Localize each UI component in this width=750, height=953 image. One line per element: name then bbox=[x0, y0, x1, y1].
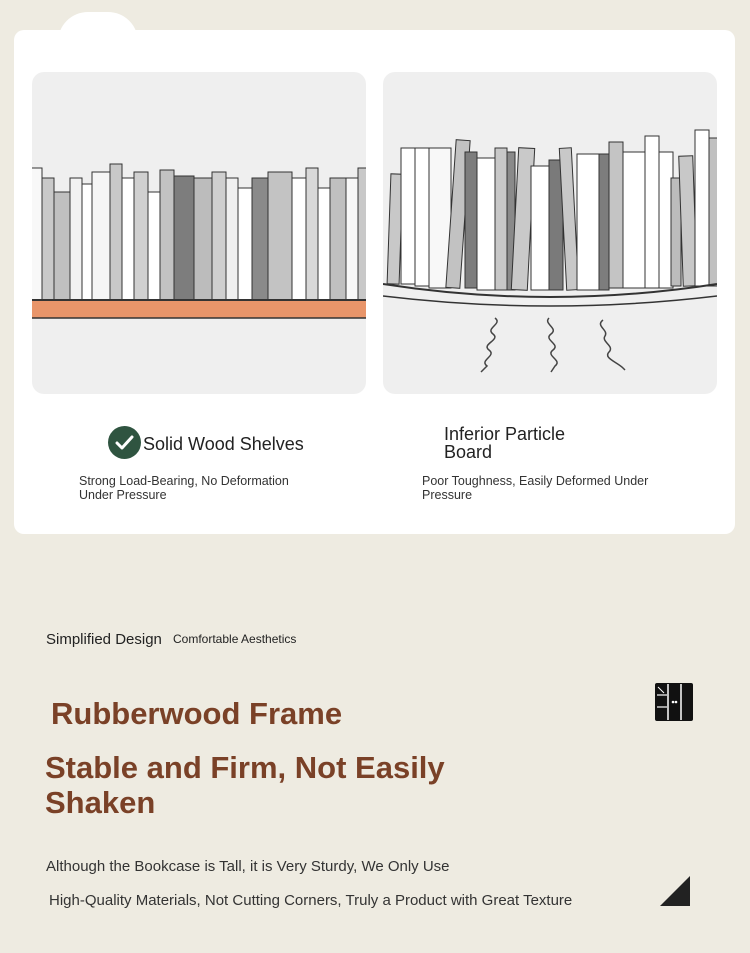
feature-body-line-2: High-Quality Materials, Not Cutting Corners, Truly a Product with Great Texture bbox=[49, 892, 573, 909]
card-tab bbox=[58, 12, 138, 42]
feature-subheadline: Stable and Firm, Not Easily Shaken bbox=[45, 750, 445, 820]
solid-wood-title: Solid Wood Shelves bbox=[143, 434, 304, 454]
sagging-shelf-graphic bbox=[383, 72, 717, 394]
solid-wood-illustration bbox=[32, 72, 366, 394]
design-title: Simplified Design bbox=[46, 631, 162, 648]
check-icon bbox=[108, 426, 141, 459]
straight-shelf-graphic bbox=[32, 72, 366, 394]
solid-wood-description: Strong Load-Bearing, No Deformation Under Pressure bbox=[79, 474, 289, 502]
particle-board-title: Inferior Particle Board bbox=[444, 424, 566, 462]
stress-lines bbox=[481, 318, 625, 372]
bookcase-icon bbox=[654, 682, 694, 727]
particle-board-illustration bbox=[383, 72, 717, 394]
design-subtitle: Comfortable Aesthetics bbox=[173, 632, 297, 646]
corner-triangle-icon bbox=[660, 876, 690, 911]
feature-body-line-1: Although the Bookcase is Tall, it is Very Sturdy, We Only Use bbox=[46, 858, 450, 875]
feature-headline: Rubberwood Frame bbox=[51, 696, 343, 731]
particle-board-description: Poor Toughness, Easily Deformed Under Pressure bbox=[422, 474, 649, 502]
